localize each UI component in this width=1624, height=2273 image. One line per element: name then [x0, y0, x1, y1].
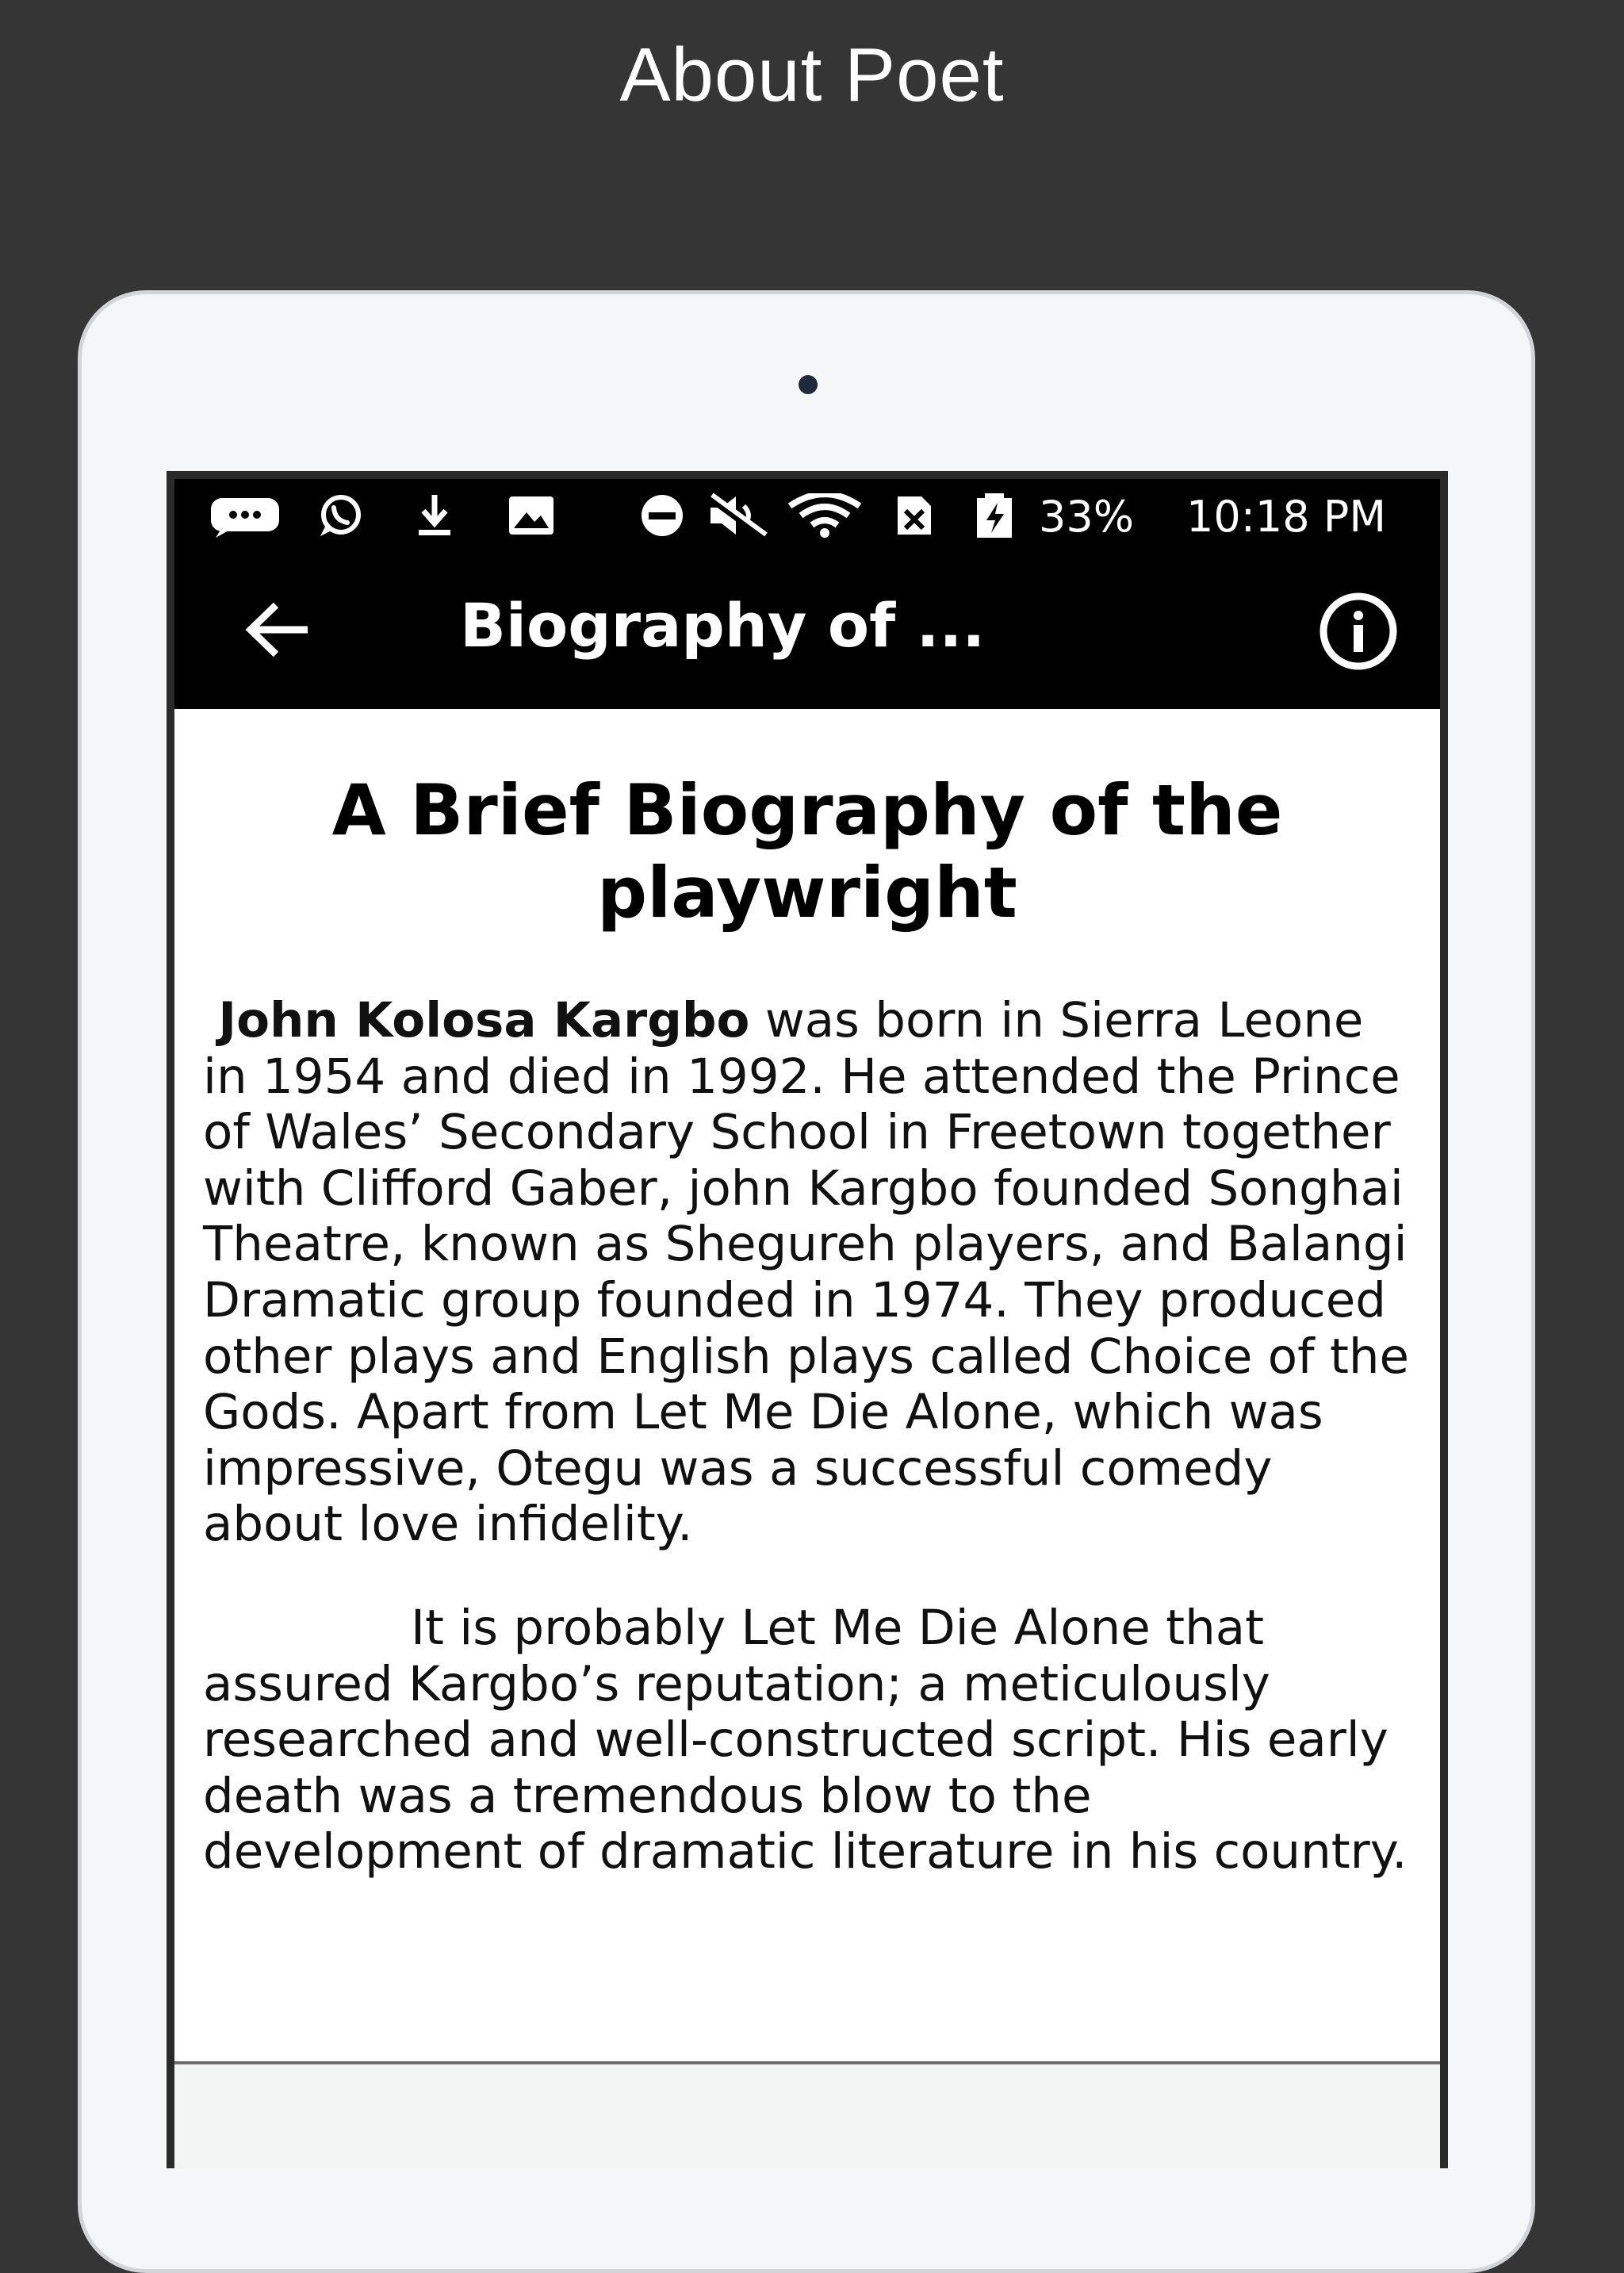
paragraph-2	[203, 1600, 1413, 1880]
battery-percent: 33%	[1039, 492, 1135, 542]
app-bar	[174, 550, 1440, 709]
do-not-disturb-icon	[634, 493, 690, 538]
download-icon	[412, 493, 457, 538]
biography-content	[174, 709, 1440, 1880]
page-heading: A Brief Biography of the playwright	[331, 769, 1283, 933]
status-bar	[174, 479, 1440, 550]
message-icon	[209, 493, 281, 538]
back-button[interactable]	[238, 594, 317, 665]
camera-dot	[799, 375, 818, 394]
promo-title: About Poet	[619, 33, 1005, 117]
no-sim-icon	[894, 493, 934, 538]
mute-icon	[706, 493, 769, 538]
device-screen	[167, 471, 1448, 2168]
info-icon	[1316, 592, 1400, 671]
paragraph-1	[203, 993, 1413, 1553]
image-icon	[506, 493, 557, 538]
battery-charging-icon	[974, 493, 1015, 538]
back-arrow-icon	[238, 594, 317, 665]
paragraph-2-text: It is probably Let Me Die Alone that assured Kargbo’s reputation; a meticulously researched and well-constructed script. His early death was a tremendous blow to the development of dramatic literature in his country.	[203, 1599, 1408, 1880]
wifi-icon	[787, 493, 863, 538]
poet-name: John Kolosa Kargbo	[218, 992, 750, 1048]
whatsapp-icon	[311, 493, 368, 538]
bottom-panel	[174, 2061, 1440, 2168]
app-bar-title: Biography of ...	[460, 590, 986, 661]
status-time: 10:18 PM	[1186, 492, 1386, 542]
info-button[interactable]	[1316, 592, 1400, 671]
paragraph-1-text: was born in Sierra Leone in 1954 and died in 1992. He attended the Prince of Wales’ Secondary School in Freetown together with Clifford Gaber, john Kargbo founded Songhai Theatre, known as Shegureh players, and Balangi Dramatic group founded in 1974. They produced other plays and English plays called Choice of the Gods. Apart from Let Me Die Alone, which was impressive, Otegu was a successful comedy about love infidelity.	[203, 992, 1410, 1553]
